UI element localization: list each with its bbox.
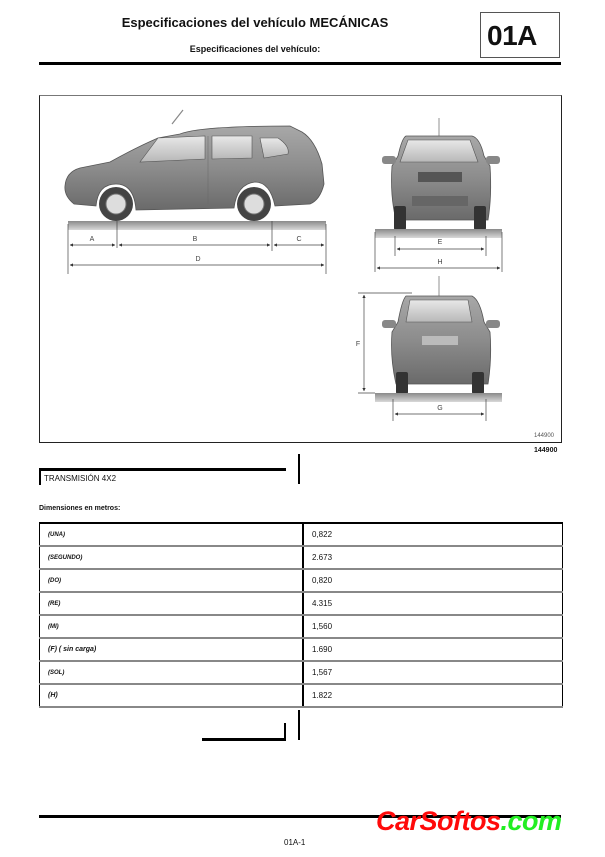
- dimension-key: (DO): [40, 569, 304, 592]
- transmission-left-rule: [39, 468, 41, 485]
- table-row: [40, 569, 563, 592]
- front-bumper-grille: [412, 196, 468, 206]
- figure-reference-inner: 144900: [534, 433, 555, 439]
- rear-window: [406, 300, 472, 322]
- transmission-marker: [298, 454, 300, 484]
- side-view: [65, 110, 326, 274]
- front-right-tire: [474, 206, 486, 230]
- dim-label-a: A: [89, 236, 95, 243]
- dimension-key: (SEGUNDO): [40, 546, 304, 569]
- section-end-hook: [284, 723, 286, 741]
- dimension-value: 0,822: [303, 523, 563, 546]
- section-end-rule: [202, 738, 286, 741]
- vehicle-dimensions-figure: [39, 95, 562, 443]
- dimension-key: (RE): [40, 592, 304, 615]
- dimension-value: 0,820: [303, 569, 563, 592]
- dim-label-f: F: [355, 341, 361, 348]
- watermark-logo: [376, 806, 562, 837]
- dimensions-heading: Dimensiones en metros:: [39, 505, 121, 512]
- section-code-badge: 01A: [480, 12, 560, 58]
- side-front-window: [140, 136, 205, 162]
- antenna: [172, 110, 183, 124]
- table-row: [40, 638, 563, 661]
- rear-wheel-rim: [244, 194, 264, 214]
- side-ground: [68, 221, 326, 230]
- front-left-tire: [394, 206, 406, 230]
- dimension-value: 4.315: [303, 592, 563, 615]
- watermark-domain: .com: [500, 806, 562, 836]
- dimensions-table: [39, 522, 563, 708]
- dimension-value: 1,560: [303, 615, 563, 638]
- dimension-value: 2.673: [303, 546, 563, 569]
- license-plate: [422, 336, 458, 345]
- dim-label-c: C: [296, 236, 302, 243]
- dimension-key: (SOL): [40, 661, 304, 684]
- front-windshield: [400, 140, 478, 162]
- dimension-key: (MI): [40, 615, 304, 638]
- front-grille: [418, 172, 462, 182]
- right-mirror: [486, 156, 500, 164]
- dim-label-h: H: [437, 259, 443, 266]
- rear-view: [356, 276, 502, 421]
- table-row: [40, 684, 563, 707]
- rear-right-mirror: [486, 320, 500, 328]
- section-end-marker: [298, 710, 300, 740]
- dimension-value: 1.822: [303, 684, 563, 707]
- dim-label-g: G: [437, 405, 443, 412]
- vehicle-diagram: [40, 96, 563, 444]
- table-row: [40, 592, 563, 615]
- table-row: [40, 661, 563, 684]
- front-wheel-rim: [106, 194, 126, 214]
- left-mirror: [382, 156, 396, 164]
- rear-left-mirror: [382, 320, 396, 328]
- dimension-value: 1.690: [303, 638, 563, 661]
- figure-reference: 144900: [534, 447, 558, 454]
- dimension-key: (F) ( sin carga): [40, 638, 304, 661]
- page-number: 01A-1: [284, 838, 306, 847]
- table-row: [40, 615, 563, 638]
- dimension-key: (H): [40, 684, 304, 707]
- dim-label-d: D: [195, 256, 201, 263]
- page-subtitle: Especificaciones del vehículo:: [189, 44, 321, 54]
- table-row: [40, 523, 563, 546]
- rear-ground: [375, 393, 502, 402]
- side-rear-window: [212, 136, 252, 159]
- rear-right-tire: [472, 372, 484, 394]
- dimension-key: (UNA): [40, 523, 304, 546]
- transmission-top-rule: [39, 468, 286, 471]
- table-row: [40, 546, 563, 569]
- front-view: [375, 118, 502, 272]
- rear-left-tire: [396, 372, 408, 394]
- front-ground: [375, 229, 502, 238]
- page-title: Especificaciones del vehículo MECÁNICAS: [121, 15, 389, 30]
- header-divider: [39, 62, 561, 65]
- dim-label-e: E: [437, 239, 443, 246]
- watermark-brand: CarSoftos: [376, 806, 501, 836]
- dim-label-b: B: [192, 236, 198, 243]
- dimension-value: 1,567: [303, 661, 563, 684]
- transmission-label: TRANSMISIÓN 4X2: [44, 474, 117, 483]
